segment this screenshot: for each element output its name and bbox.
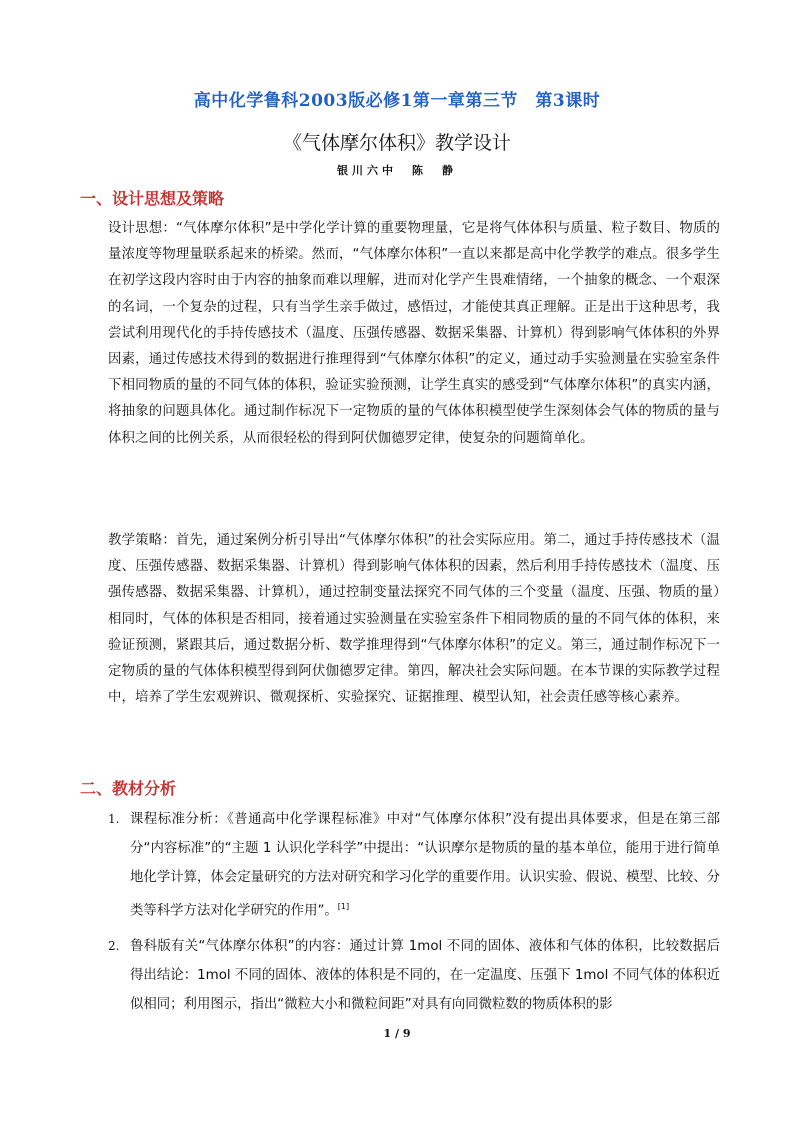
list-item-number: 1. [108,812,120,826]
citation-ref: [1] [337,902,350,911]
paragraph-text: 教学策略：首先，通过案例分析引导出“气体摩尔体积”的社会实际应用。第二，通过手持传感技术（温度、压强传感器、数据采集器、计算机）得到影响气体体积的因素，然后利用手持传感技术（温度、压强传感器、数据采集器、计算机），通过控制变量法探究不同气体的三个变量（温度、压强、物质的量）相同时，气体的体积是否相同，接着通过实验测量在实验室条件下相同物质的量的不同气体的体积，来验证预测，紧跟其后，通过数据分析、数学推理得到“气体摩尔体积”的定义。第三，通过制作标况下一定物质的量的气体体积模型得到阿伏伽德罗定律。第四，解决社会实际问题。在本节课的实际教学过程中，培养了学生宏观辨识、微观探析、实验探究、证据推理、模型认知，社会责任感等核心素养。 [108,533,720,706]
design-thought-paragraph [108,216,720,452]
section2-heading: 二、教材分析 [80,779,177,798]
lesson-title: 高中化学鲁科2003版必修1第一章第三节 第3课时 [193,91,601,111]
author-line: 银川六中 陈 静 [337,164,457,177]
design-title: 《气体摩尔体积》教学设计 [282,132,511,154]
list-item-text: 课程标准分析：《普通高中化学课程标准》中对“气体摩尔体积”没有提出具体要求，但是在第三部分“内容标准”的“主题 1 认识化学科学”中提出：“认识摩尔是物质的量的基本单位，能用于进行简单地化学计算，体会定量研究的方法对研究和学习化学的重要作用。认识实验、假说、模型、比较、分类等科学方法对化学研究的作用”。 [130,812,720,919]
list-item-text: 鲁科版有关“气体摩尔体积”的内容：通过计算 1mol 不同的固体、液体和气体的体积，比较数据后得出结论：1mol 不同的固体、液体的体积是不同的，在一定温度、压强下 1mol 不同气体的体积近似相同；利用图示，指出“微粒大小和微粒间距”对具有向同微粒数的物质体积的影 [130,939,720,1012]
list-item [108,805,720,925]
section1-heading: 一、设计思想及策略 [80,189,225,208]
list-item [108,932,720,1019]
paragraph-text: 设计思想：“气体摩尔体积”是中学化学计算的重要物理量，它是将气体体积与质量、粒子数目、物质的量浓度等物理量联系起来的桥梁。然而，“气体摩尔体积”一直以来都是高中化学教学的难点。很多学生在初学这段内容时由于内容的抽象而难以理解，进而对化学产生畏难情绪，一个抽象的概念、一个艰深的名词，一个复杂的过程，只有当学生亲手做过，感悟过，才能使其真正理解。正是出于这种思考，我尝试利用现代化的手持传感技术（温度、压强传感器、数据采集器、计算机）得到影响气体体积的外界因素，通过传感技术得到的数据进行推理得到“气体摩尔体积”的定义，通过动手实验测量在实验室条件下相同物质的量的不同气体的体积，验证实验预测，让学生真实的感受到“气体摩尔体积”的真实内涵，将抽象的问题具体化。通过制作标况下一定物质的量的气体体积模型使学生深刻体会气体的物质的量与体积之间的比例关系，从而很轻松的得到阿伏伽德罗定律，使复杂的问题简单化。 [108,221,720,446]
teaching-strategy-paragraph [108,528,720,711]
list-item-number: 2. [108,939,120,953]
page-number: 1 / 9 [383,1027,411,1040]
